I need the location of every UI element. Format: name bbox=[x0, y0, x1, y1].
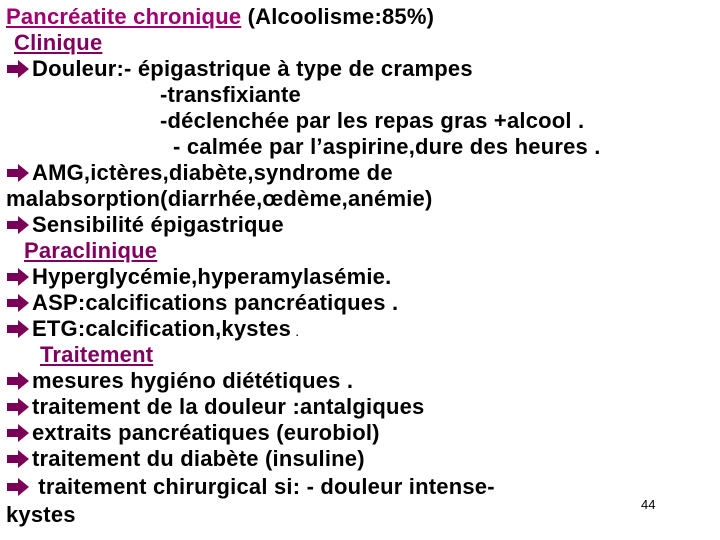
douleur-line-2: -transfixiante bbox=[160, 82, 301, 107]
right-arrow-icon bbox=[6, 449, 30, 469]
title-sub: (Alcoolisme:85%) bbox=[241, 4, 435, 29]
douleur-line-4: - calmée par l’aspirine,dure des heures . bbox=[173, 134, 601, 159]
bullet-chirurgical bbox=[6, 474, 495, 500]
right-arrow-icon bbox=[6, 59, 30, 79]
bullet-diabete bbox=[6, 446, 365, 472]
amg-line-2: malabsorption(diarrhée,œdème,anémie) bbox=[6, 186, 433, 211]
page-number: 44 bbox=[641, 497, 656, 512]
bullet-asp bbox=[6, 290, 398, 316]
right-arrow-icon bbox=[6, 423, 30, 443]
bullet-traitement-douleur bbox=[6, 394, 424, 420]
bullet-text: ASP:calcifications pancréatiques . bbox=[32, 290, 399, 315]
right-arrow-icon bbox=[6, 163, 30, 183]
bullet-text: ETG:calcification,kystes bbox=[32, 316, 292, 341]
slide-title bbox=[6, 4, 434, 30]
right-arrow-icon bbox=[6, 397, 30, 417]
bullet-text: traitement chirurgical si: - douleur intense- bbox=[32, 474, 495, 499]
bullet-sensibilite bbox=[6, 212, 284, 238]
title-main: Pancréatite chronique bbox=[6, 4, 242, 29]
right-arrow-icon bbox=[6, 267, 30, 287]
section-paraclinique: Paraclinique bbox=[24, 238, 158, 263]
douleur-line-3: -déclenchée par les repas gras +alcool . bbox=[160, 108, 585, 133]
right-arrow-icon bbox=[6, 293, 30, 313]
section-clinique: Clinique bbox=[14, 30, 103, 55]
bullet-mesures bbox=[6, 368, 353, 394]
bullet-amg bbox=[6, 160, 393, 186]
bullet-text: AMG,ictères,diabète,syndrome de bbox=[32, 160, 393, 185]
right-arrow-icon bbox=[6, 371, 30, 391]
bullet-text: Douleur:- épigastrique à type de crampes bbox=[32, 56, 473, 81]
section-traitement: Traitement bbox=[40, 342, 154, 367]
bullet-text: traitement du diabète (insuline) bbox=[32, 446, 365, 471]
right-arrow-icon bbox=[6, 215, 30, 235]
right-arrow-icon bbox=[6, 319, 30, 339]
right-arrow-icon bbox=[6, 477, 30, 497]
chirurgical-line-2: kystes bbox=[6, 502, 76, 527]
bullet-text: extraits pancréatiques (eurobiol) bbox=[32, 420, 380, 445]
bullet-hyperglycemie bbox=[6, 264, 391, 290]
bullet-text: Hyperglycémie,hyperamylasémie. bbox=[32, 264, 392, 289]
bullet-text: Sensibilité épigastrique bbox=[32, 212, 284, 237]
bullet-text: traitement de la douleur :antalgiques bbox=[32, 394, 425, 419]
bullet-douleur bbox=[6, 56, 473, 82]
bullet-etg bbox=[6, 316, 299, 344]
bullet-extraits bbox=[6, 420, 380, 446]
bullet-text: mesures hygiéno diététiques . bbox=[32, 368, 354, 393]
etg-trailing-dot: . bbox=[291, 323, 300, 339]
